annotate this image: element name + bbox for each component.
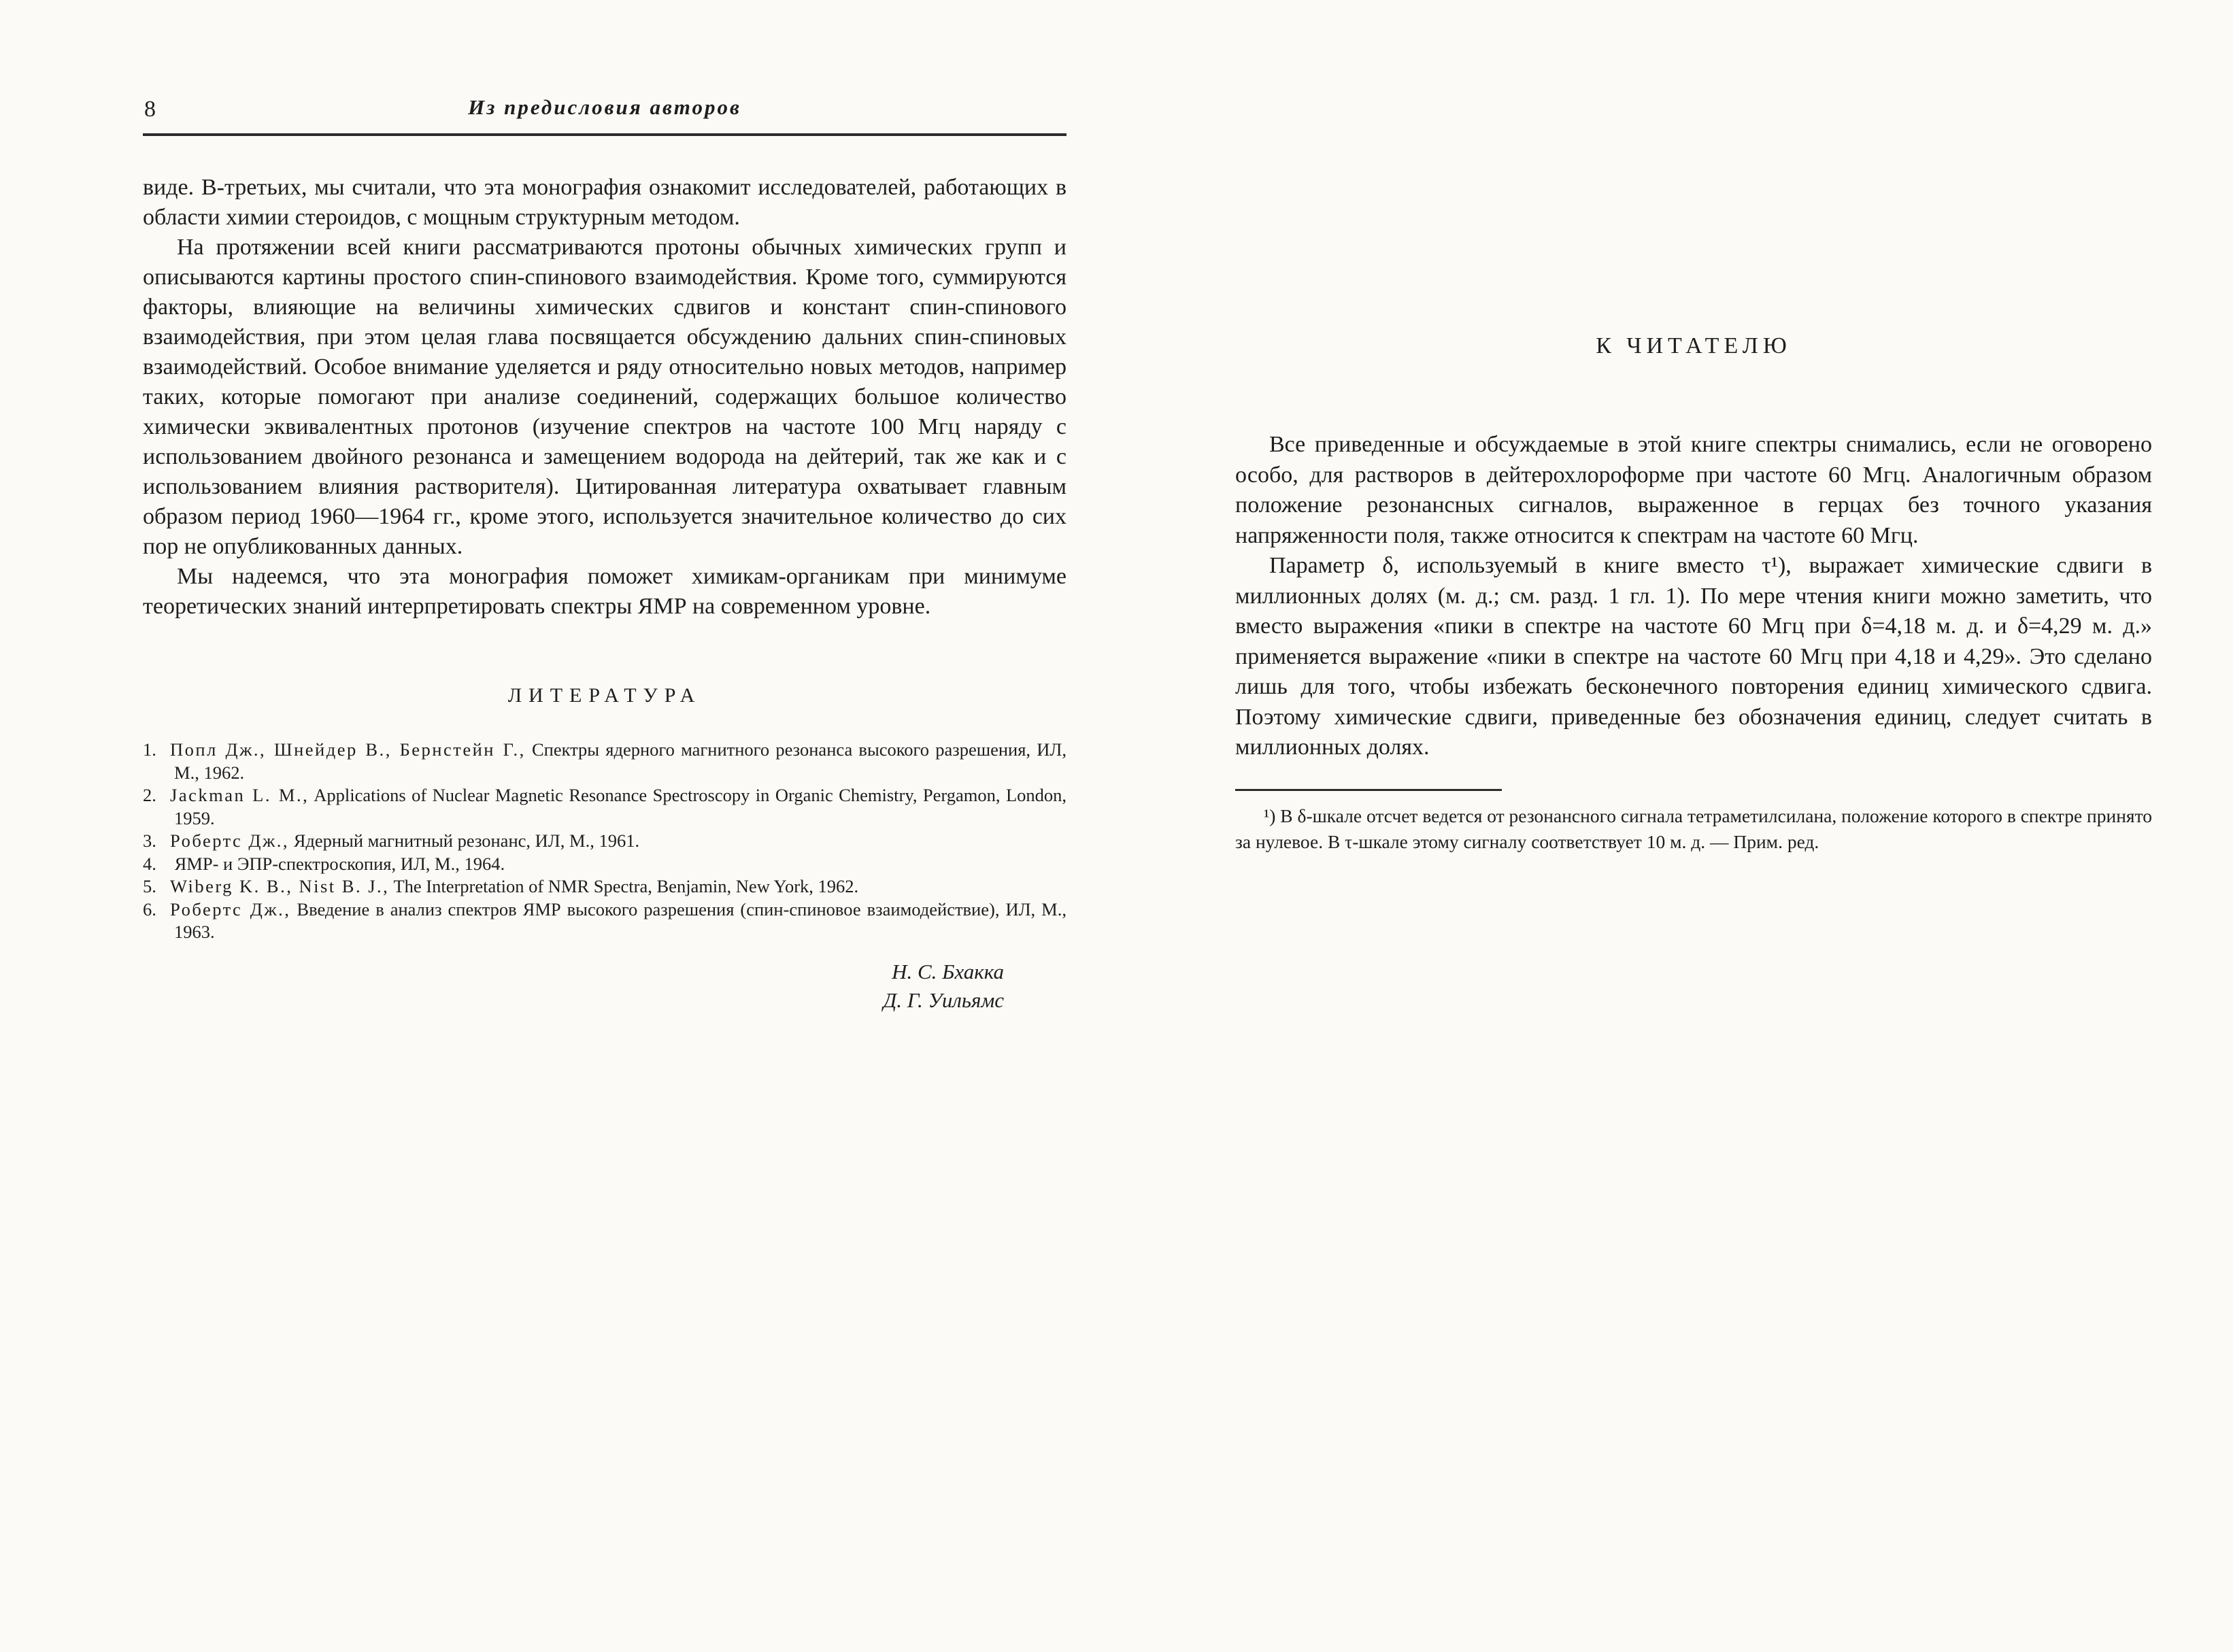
page-header	[143, 95, 1067, 127]
paragraph: виде. В-третьих, мы считали, что эта монография ознакомит исследователей, работающих в области химии стероидов, с мощным структурным методом.	[143, 175, 1067, 230]
reference-item	[143, 853, 1067, 876]
running-head: Из предисловия авторов	[468, 95, 741, 119]
reference-authors: Робертс Дж.,	[170, 898, 291, 920]
reference-number: 6.	[143, 898, 156, 920]
reference-number: 4.	[143, 853, 156, 874]
reference-item	[143, 875, 1067, 898]
reference-authors: Wiberg K. B., Nist B. J.,	[170, 876, 390, 896]
paragraph: Параметр δ, используемый в книге вместо τ¹), выражает химические сдвиги в миллионных долях (м. д.; см. разд. 1 гл. 1). По мере чтения книги можно заметить, что вместо выражения «пики в спектре на частоте 60 Мгц при δ=4,18 м. д. и δ=4,29 м. д.» применяется выражение «пики в спектре на частоте 60 Мгц при 4,18 и 4,29». Это сделано лишь для того, чтобы избежать бесконечного повторения единиц химического сдвига. Поэтому химические сдвиги, приведенные без обозначения единиц, следует считать в миллионных долях.	[1235, 553, 2152, 760]
footnote: ¹) В δ-шкале отсчет ведется от резонансного сигнала тетраметилсилана, положение которого в спектре принято за нулевое. В τ-шкале этому сигналу соответствует 10 м. д. — Прим. ред.	[1235, 805, 2152, 852]
reference-authors: Попл Дж., Шнейдер В., Бернстейн Г.,	[170, 739, 526, 760]
reference-text: ЯМР- и ЭПР-спектроскопия, ИЛ, М., 1964.	[174, 853, 505, 874]
signature: Н. С. Бхакка	[892, 959, 1004, 983]
reference-number: 2.	[143, 785, 156, 805]
page-number: 8	[144, 97, 156, 122]
reference-item	[143, 784, 1067, 830]
literature-heading: ЛИТЕРАТУРА	[507, 684, 702, 707]
signature: Д. Г. Уильямс	[883, 988, 1004, 1012]
reference-text: Спектры ядерного магнитного резонанса высокого разрешения, ИЛ, М., 1962.	[174, 739, 1067, 783]
reference-text: Ядерный магнитный резонанс, ИЛ, М., 1961.	[293, 830, 640, 851]
reference-item	[143, 739, 1067, 784]
left-page	[143, 95, 1067, 1015]
header-rule	[143, 133, 1067, 136]
reference-item	[143, 898, 1067, 944]
reference-authors: Jackman L. M.,	[170, 785, 309, 805]
reference-number: 5.	[143, 876, 156, 896]
left-body-text	[143, 173, 1067, 622]
right-page	[1235, 333, 2152, 855]
section-heading: К ЧИТАТЕЛЮ	[1596, 333, 1792, 358]
reference-text: The Interpretation of NMR Spectra, Benjamin, New York, 1962.	[393, 876, 859, 896]
paragraph: Мы надеемся, что эта монография поможет химикам-органикам при минимуме теоретических знаний интерпретировать спектры ЯМР на современном уровне.	[143, 564, 1067, 619]
author-signatures	[143, 958, 1067, 1015]
reference-text: Applications of Nuclear Magnetic Resonance Spectroscopy in Organic Chemistry, Pergamon, London, 1959.	[174, 785, 1067, 828]
paragraph: Все приведенные и обсуждаемые в этой книге спектры снимались, если не оговорено особо, для растворов в дейтерохлороформе при частоте 60 Мгц. Аналогичным образом положение резонансных сигналов, выраженное в герцах без точного указания напряженности поля, также относится к спектрам на частоте 60 Мгц.	[1235, 432, 2152, 548]
right-body-text	[1235, 430, 2152, 763]
reference-list	[143, 739, 1067, 944]
footnote-rule	[1235, 789, 1502, 791]
reference-number: 1.	[143, 739, 156, 760]
paragraph: На протяжении всей книги рассматриваются протоны обычных химических групп и описываются картины простого спин-спинового взаимодействия. Кроме того, суммируются факторы, влияющие на величины химических сдвигов и констант спин-спинового взаимодействия, при этом целая глава посвящается обсуждению дальних спин-спиновых взаимодействий. Особое внимание уделяется и ряду относительно новых методов, например таких, которые помогают при анализе соединений, содержащих большое количество химически эквивалентных протонов (изучение спектров на частоте 100 Мгц наряду с использованием двойного резонанса и замещением водорода на дейтерий, так же как и с использованием влияния растворителя). Цитированная литература охватывает главным образом период 1960—1964 гг., кроме этого, используется значительное количество до сих пор не опубликованных данных.	[143, 235, 1067, 559]
reference-item	[143, 830, 1067, 853]
reference-number: 3.	[143, 830, 156, 851]
reference-authors: Робертс Дж.,	[170, 830, 290, 851]
reference-text: Введение в анализ спектров ЯМР высокого разрешения (спин-спиновое взаимодействие), ИЛ, М., 1963.	[174, 898, 1067, 942]
